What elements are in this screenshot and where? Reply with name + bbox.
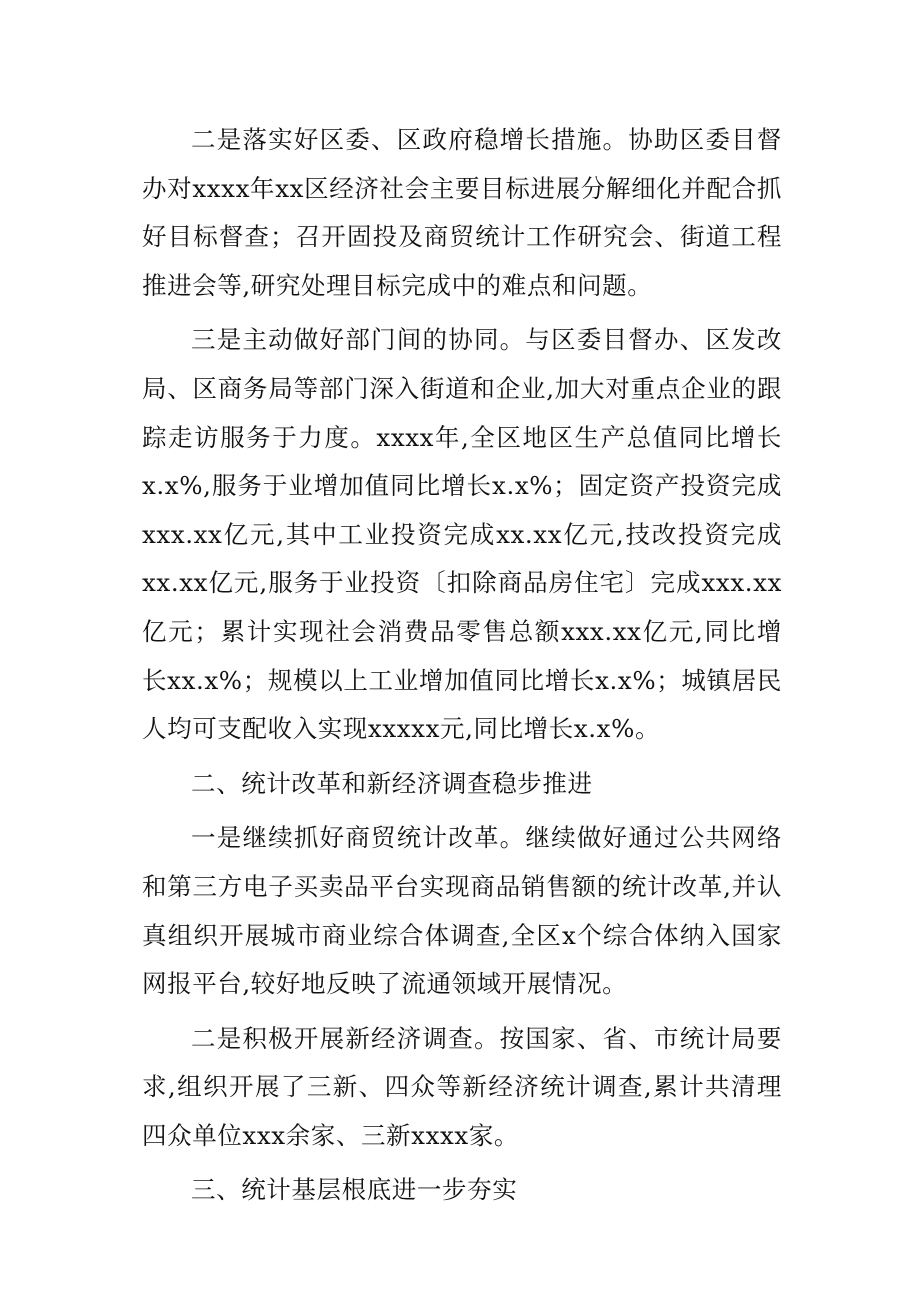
section-heading-statistical-reform: 二、统计改革和新经济调查稳步推进 <box>191 768 593 798</box>
document-body <box>142 116 782 1215</box>
paragraph-commerce-statistics-reform: 一是继续抓好商贸统计改革。继续做好通过公共网络和第三方电子买卖品平台实现商品销售额的统计改革,并认真组织开展城市商业综合体调查,全区x个综合体纳入国家网报平台,较好地反映了流通领域开展情况。 <box>142 823 782 999</box>
paragraph-new-economy-survey: 二是积极开展新经济调查。按国家、省、市统计局要求,组织开展了三新、四众等新经济统计调查,累计共清理四众单位xxx余家、三新xxxx家。 <box>142 1023 782 1150</box>
paragraph-stabilize-growth-measures: 二是落实好区委、区政府稳增长措施。协助区委目督办对xxxx年xx区经济社会主要目标进展分解细化并配合抓好目标督查；召开固投及商贸统计工作研究会、街道工程推进会等,研究处理目标完成中的难点和问题。 <box>142 125 782 300</box>
section-heading-grassroots-foundation: 三、统计基层根底进一步夯实 <box>191 1175 518 1205</box>
paragraph-department-coordination: 三是主动做好部门间的协同。与区委目督办、区发改局、区商务局等部门深入街道和企业,加大对重点企业的跟踪走访服务于力度。xxxx年,全区地区生产总值同比增长x.x%,服务于业增加值同比增长x.x%；固定资产投资完成xxx.xx亿元,其中工业投资完成xx.xx亿元,技改投资完成xx.xx亿元,服务于业投资〔扣除商品房住宅〕完成xxx.xx亿元；累计实现社会消费品零售总额xxx.xx亿元,同比增长xx.x%；规模以上工业增加值同比增长x.x%；城镇居民人均可支配收入实现xxxxx元,同比增长x.x%。 <box>142 325 782 744</box>
